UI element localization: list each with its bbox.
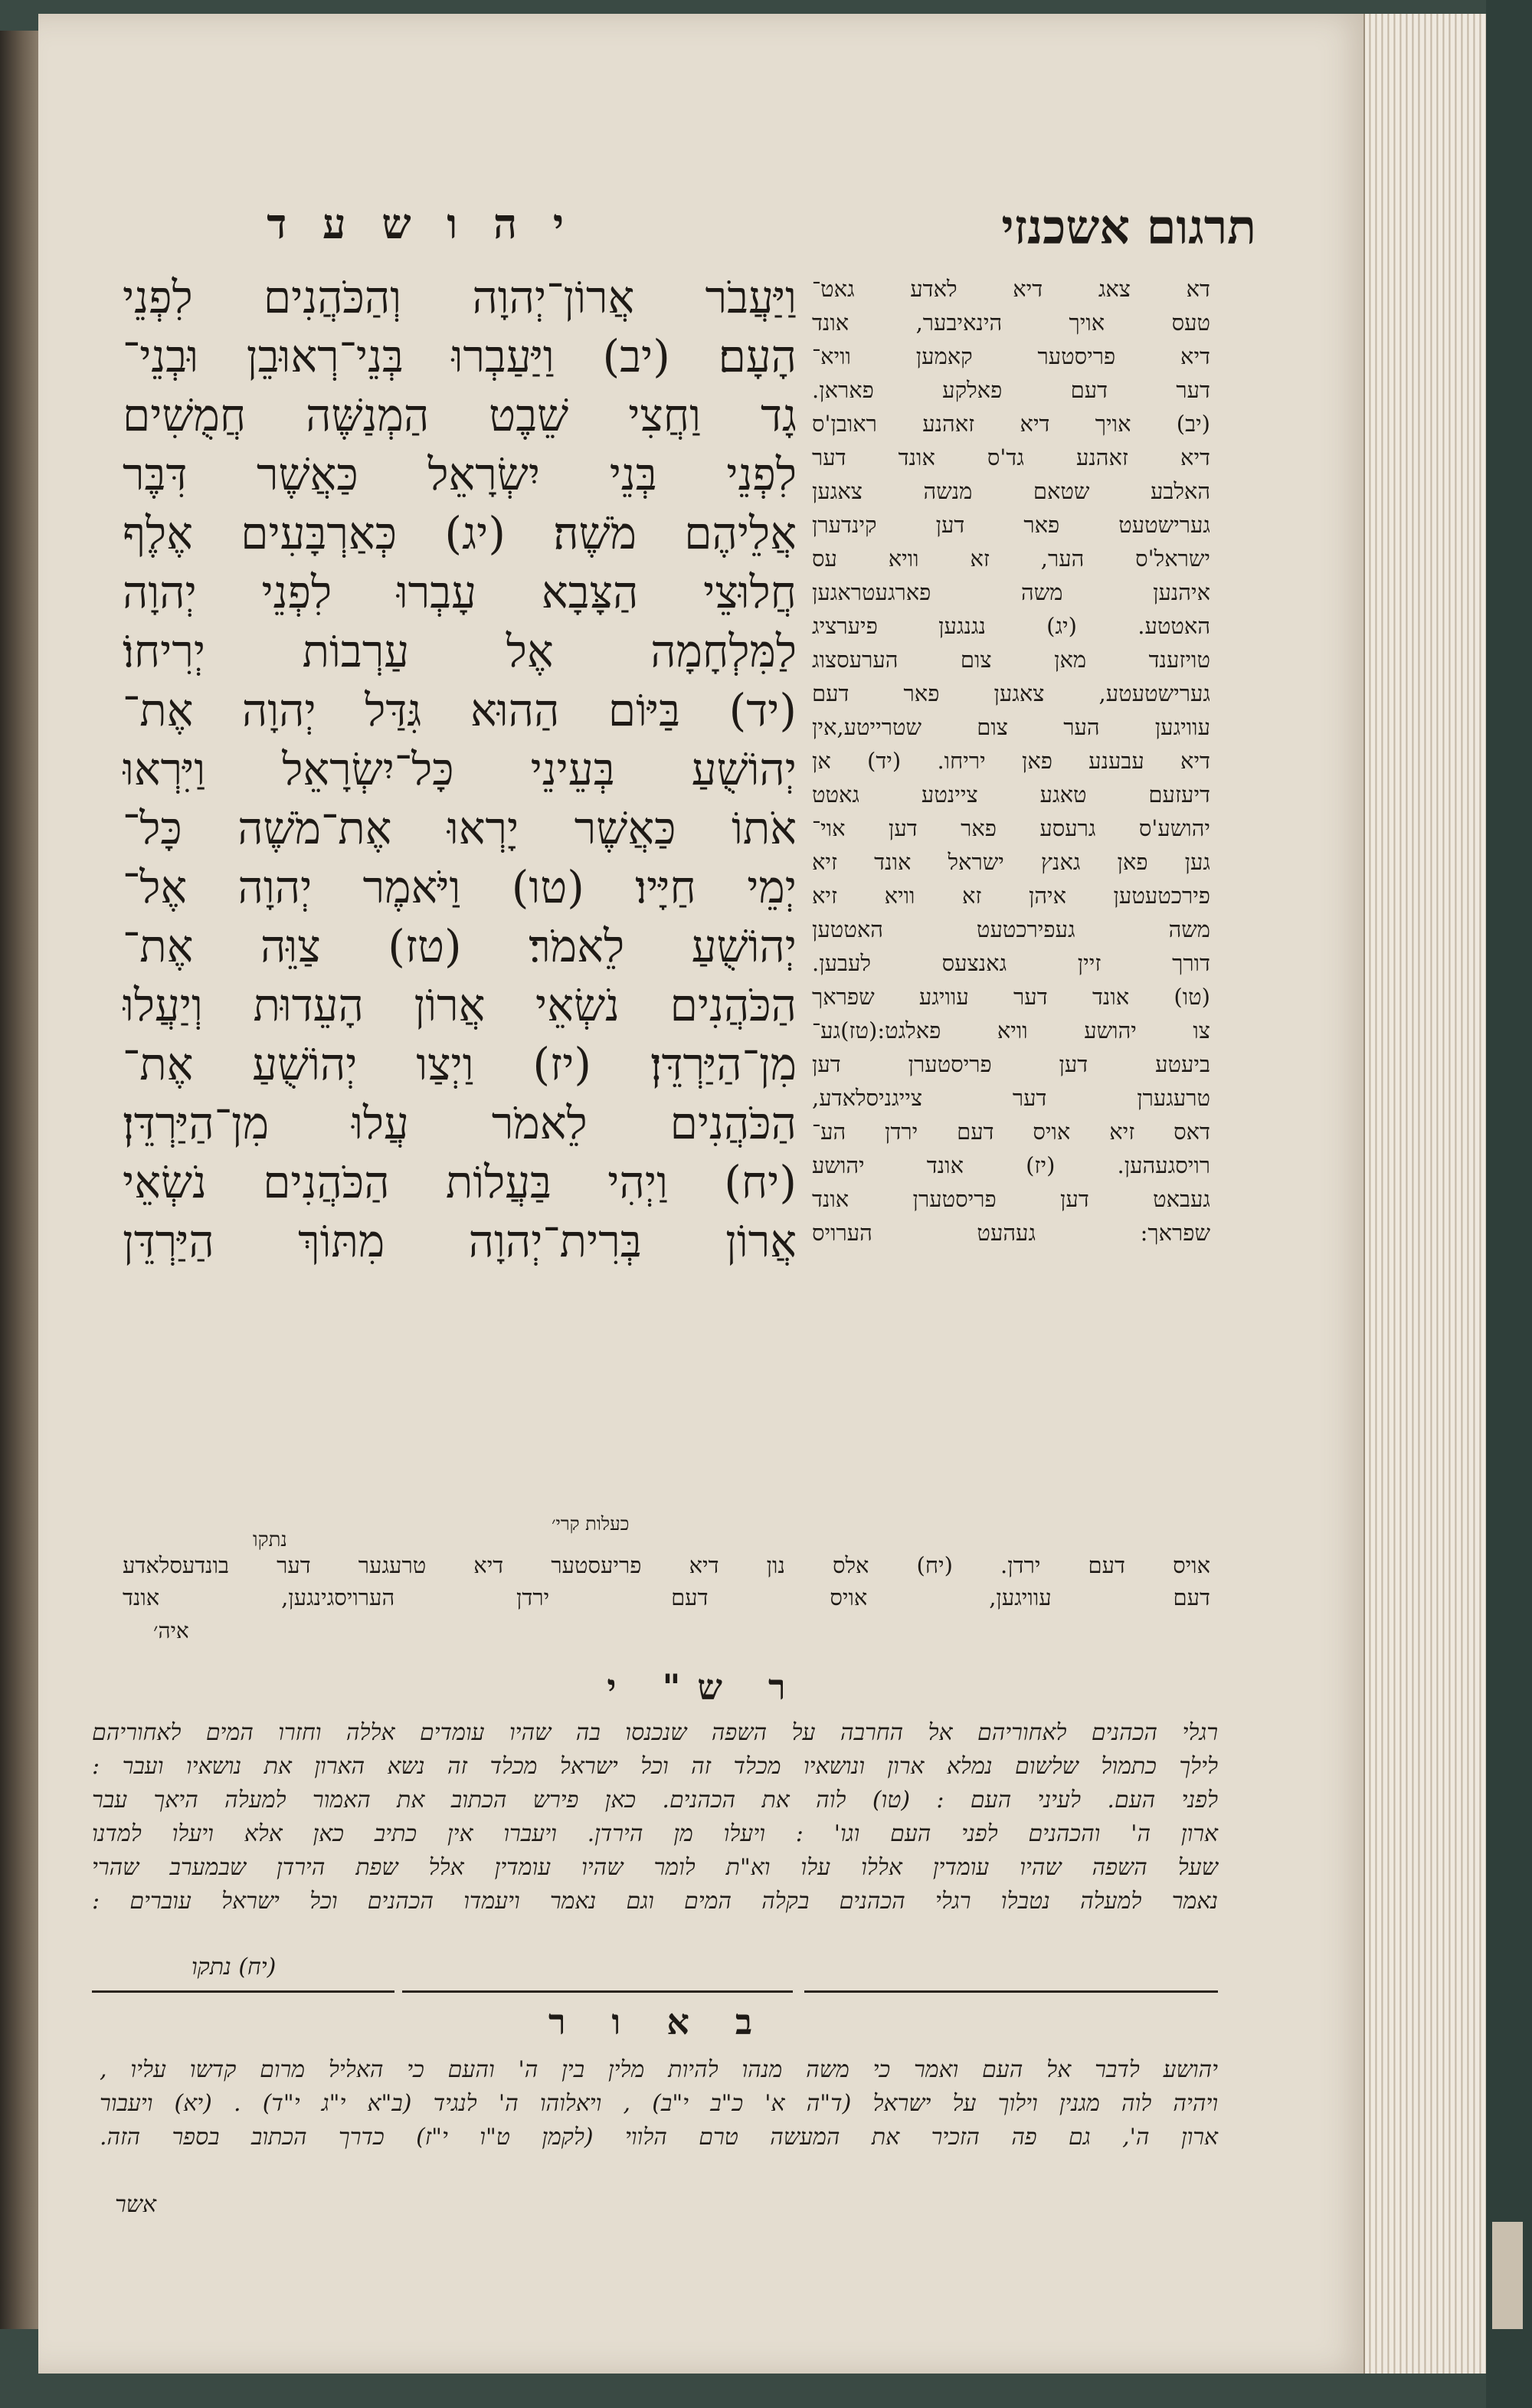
targum-line: געבאט דען פריסטערן אונד bbox=[812, 1186, 1210, 1212]
targum-line: גערישטעט פאר דען קינדערן bbox=[812, 512, 1210, 538]
targum-line: עוויגען הער צום שטרייטע,אין bbox=[812, 714, 1210, 740]
main-line: (יח) וַיְהִי בַּעֲלוֹת הַכֹּהֲנִים נֹשְׂאֵי bbox=[123, 1156, 797, 1208]
kri-note: כעלות קרי׳ bbox=[552, 1513, 630, 1535]
main-line: יְמֵי חַיָּיו׃ (טו) וַיֹּאמֶר יְהוָה אֶל־ bbox=[123, 861, 797, 913]
targum-line: פירכטעטען איהן זא וויא זיא bbox=[812, 883, 1210, 909]
divider-rule bbox=[402, 1990, 793, 1993]
targum-line: דאס זיא אויס דעם ירדן הע־ bbox=[812, 1119, 1210, 1145]
main-line: יְהוֹשֻׁעַ בְּעֵינֵי כָּל־יִשְׂרָאֵל וַיִּרְאוּ bbox=[123, 743, 797, 795]
targum-line: האטטע. (יג) נגנגען פיערציג bbox=[812, 613, 1210, 639]
cover-label bbox=[1492, 2222, 1523, 2329]
rashi-line: רגלי הכהנים לאחוריהם אל החרבה על השפה שנכנסו בה שהיו עומדים אללה וחזרו המים לאחוריהם bbox=[92, 1719, 1218, 1746]
rashi-title: ר ש" י bbox=[607, 1666, 803, 1708]
targum-line: ישראל'ס הער, זא וויא עס bbox=[812, 545, 1210, 572]
targum-line: דיא זאהנע גד'ס אונד דער bbox=[812, 444, 1210, 470]
main-line: מִן־הַיַּרְדֵּן׃ (יז) וַיְצַו יְהוֹשֻׁעַ אֶת־ bbox=[123, 1038, 797, 1090]
targum-line: טרעגערן דער צייגניסלאדע, bbox=[812, 1085, 1210, 1111]
rashi-line: לילך כתמול שלשום נמלא ארון ונושאיו מכלד זה וכל ישראל מכלד זה נשא הארון את נושאיו ועבר : bbox=[92, 1753, 1218, 1780]
catchword: אשר bbox=[115, 2191, 156, 2218]
main-line: הָעָם׃ (יב) וַיַּעַבְרוּ בְּנֵי־רְאוּבֵן וּבְנֵי־ bbox=[123, 330, 797, 382]
targum-wide-lines bbox=[123, 1549, 1210, 1614]
main-line: וַיַּעֲבֹר אֲרוֹן־יְהוָה וְהַכֹּהֲנִים לִפְנֵי bbox=[123, 271, 797, 323]
book-cover-right bbox=[1486, 0, 1532, 2408]
targum-line: האלבע שטאם מנשה צאגען bbox=[812, 478, 1210, 504]
iher-note: איה׳ bbox=[153, 1618, 189, 1643]
biur-line: ויהיה לוה מגנין וילוך על ישראל (ד"ה א' כ"ב י"ב) , ויאלוהו ה' לנגיד (ב"א י"ג י"ד) . (יא) ויעבור bbox=[100, 2090, 1218, 2117]
rashi-commentary bbox=[92, 1716, 1218, 1918]
targum-line: ביעטע דען פריסטערן דען bbox=[812, 1051, 1210, 1077]
main-line: הַכֹּהֲנִים נֹשְׂאֵי אֲרוֹן הָעֵדוּת וְיַעֲלוּ bbox=[123, 979, 797, 1031]
targum-line: גערישטעטע, צאגען פאר דעם bbox=[812, 680, 1210, 706]
targum-column bbox=[812, 272, 1210, 1250]
targum-line: (יב) אויך דיא זאהנע ראובן'ס bbox=[812, 411, 1210, 437]
biur-commentary bbox=[100, 2053, 1218, 2154]
targum-wide-line: אויס דעם ירדן. (יח) אלס נון דיא פריעסטער דיא טרעגער דער בונדעסלאדע bbox=[123, 1552, 1210, 1578]
targum-line: דער דעם פאלקע פאראן. bbox=[812, 377, 1210, 403]
targum-wide-line: דעם עוויגען, אויס דעם ירדן הערויסגינגען, אונד bbox=[123, 1584, 1210, 1610]
targum-header: תרגום אשכנזי bbox=[1001, 199, 1256, 255]
book-header: י ה ו ש ע ד bbox=[267, 199, 574, 248]
targum-line: יהושע'ס גרעסע פאר דען אוי־ bbox=[812, 815, 1210, 841]
divider-rule bbox=[92, 1990, 394, 1993]
main-line: לִפְנֵי בְּנֵי יִשְׂרָאֵל כַּאֲשֶׁר דִּבֶּר bbox=[123, 448, 797, 500]
main-line: אֲרוֹן בְּרִית־יְהוָה מִתּוֹךְ הַיַּרְדֵּן bbox=[123, 1215, 797, 1267]
book-spine-left bbox=[0, 31, 38, 2329]
targum-line: איהנען משה פארגעטראגען bbox=[812, 579, 1210, 605]
page-edges bbox=[1363, 14, 1488, 2374]
targum-line: דיא עבענע פאן יריחו. (יד) אן bbox=[812, 748, 1210, 774]
main-line: לַמִּלְחָמָה אֶל עַרְבוֹת יְרִיחוֹ׃ bbox=[123, 625, 797, 677]
targum-line: צו יהושע וויא פאלגט:(טז)גע־ bbox=[812, 1017, 1210, 1043]
targum-line: טויזענד מאן צום הערעסצוג bbox=[812, 647, 1210, 673]
rashi-line: נאמר למעלה נטבלו רגלי הכהנים בקלה המים וגם נאמר ויעמדו הכהנים וכל ישראל עוברים : bbox=[92, 1888, 1218, 1915]
natku-note: נתקו bbox=[253, 1528, 287, 1551]
targum-line: דא צאג דיא לאדע גאט־ bbox=[812, 276, 1210, 302]
targum-line: טעס אויך הינאיבער, אונד bbox=[812, 310, 1210, 336]
targum-line: דיא פריסטער קאמען וויא־ bbox=[812, 343, 1210, 369]
main-line: חֲלוּצֵי הַצָּבָא עָבְרוּ לִפְנֵי יְהוָה bbox=[123, 566, 797, 618]
main-line: גָד וַחֲצִי שֵׁבֶט הַמְנַשֶּׁה חֲמֻשִׁים bbox=[123, 389, 797, 441]
rashi-end-note: (יח) נתקו bbox=[192, 1954, 277, 1980]
main-line: הַכֹּהֲנִים לֵאמֹר עֲלוּ מִן־הַיַּרְדֵּן׃ bbox=[123, 1097, 797, 1149]
divider-rule bbox=[804, 1990, 1218, 1993]
biur-title: ב א ו ר bbox=[548, 2001, 770, 2043]
targum-line: דיעזעם טאגע ציינטע גאטט bbox=[812, 781, 1210, 808]
rashi-line: שעל השפה שהיו עומדין אללו עלו וא"ת לומר שהיו עומדין אלל שפת הירדן שבמערב שהרי bbox=[92, 1854, 1218, 1881]
main-line: (יד) בַּיּוֹם הַהוּא גִּדַּל יְהוָה אֶת־ bbox=[123, 684, 797, 736]
rashi-line: ארון ה' והכהנים לפני העם וגו' : ויעלו מן הירדן. ויעברו אין כתיב כאן אלא ויעלו למדנו bbox=[92, 1820, 1218, 1847]
targum-line: גען פאן גאנץ ישראל אונד זיא bbox=[812, 849, 1210, 875]
biur-line: יהושע לדבר אל העם ואמר כי משה מנהו להיות מלין בין ה' והעם כי האליל מרום קדשו עליו , bbox=[100, 2056, 1218, 2083]
targum-line: משה געפירכטעט האטטען bbox=[812, 916, 1210, 942]
targum-line: דורך זיין גאנצעס לעבען. bbox=[812, 950, 1210, 976]
main-line: אֹתוֹ כַּאֲשֶׁר יָרְאוּ אֶת־מֹשֶׁה כָּל־ bbox=[123, 802, 797, 854]
targum-line: רויסגעהען. (יז) אונד יהושע bbox=[812, 1152, 1210, 1178]
rashi-line: לפני העם. לעיני העם : (טו) לוה את הכהנים. כאן פירש הכתוב את האמור למעלה היאך עבר bbox=[92, 1787, 1218, 1813]
main-line: יְהוֹשֻׁעַ לֵאמֹר׃ (טז) צַוֵּה אֶת־ bbox=[123, 920, 797, 972]
targum-line: שפראך: געהעט הערויס bbox=[812, 1220, 1210, 1246]
main-hebrew-column bbox=[123, 268, 797, 1271]
biur-line: ארון ה', גם פה הזכיר את המעשה טרם הלווי (לקמן ט"ו י"ז) כדרך הכתוב בספר הזה. bbox=[100, 2124, 1219, 2151]
main-line: אֲלֵיהֶם מֹשֶׁה׃ (יג) כְּאַרְבָּעִים אֶלֶף bbox=[123, 507, 797, 559]
targum-line: (טו) אונד דער עוויגע שפראך bbox=[812, 984, 1210, 1010]
